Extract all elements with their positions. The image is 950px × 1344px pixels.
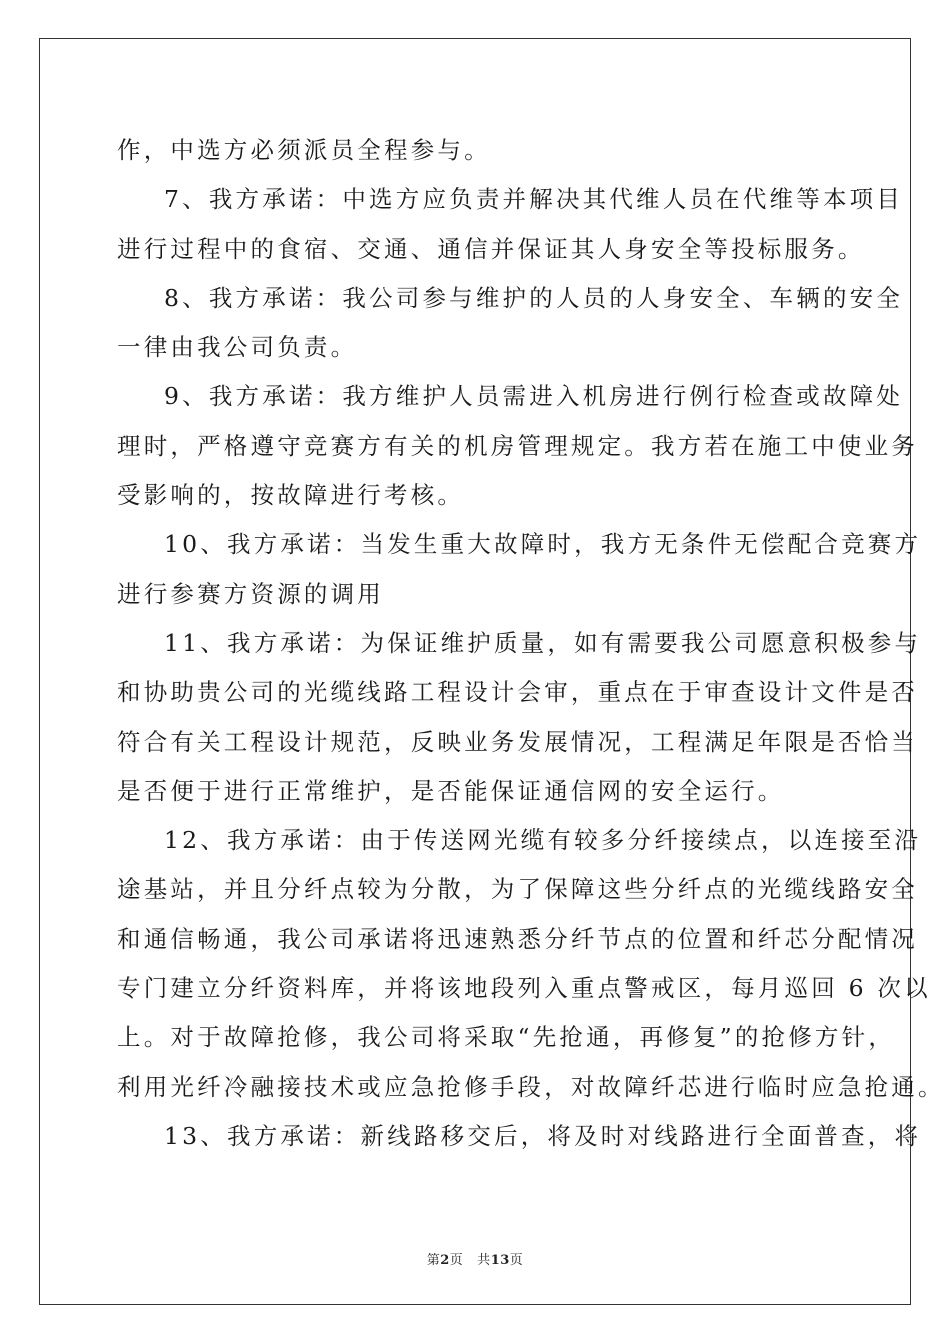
text-line: 途基站，并且分纤点较为分散，为了保障这些分纤点的光缆线路安全 [117,875,918,904]
text-line: 和协助贵公司的光缆线路工程设计会审，重点在于审查设计文件是否 [117,678,918,707]
text-line: 13、我方承诺：新线路移交后，将及时对线路进行全面普查，将 [164,1121,922,1150]
text-line: 利用光纤冷融接技术或应急抢修手段，对故障纤芯进行临时应急抢通。 [117,1072,945,1101]
text-line: 符合有关工程设计规范，反映业务发展情况，工程满足年限是否恰当 [117,727,918,756]
text-line: 一律由我公司负责。 [117,333,358,362]
text-line: 9、我方承诺：我方维护人员需进入机房进行例行检查或故障处 [164,382,904,411]
footer-prefix: 第 [426,1253,441,1268]
text-line: 作，中选方必须派员全程参与。 [117,136,491,164]
text-line: 是否便于进行正常维护，是否能保证通信网的安全运行。 [117,776,785,805]
text-line: 进行过程中的食宿、交通、通信并保证其人身安全等投标服务。 [117,234,865,263]
document-body [117,126,945,1161]
page-footer [0,1249,950,1268]
footer-total-suffix: 页 [509,1253,524,1268]
text-line: 12、我方承诺：由于传送网光缆有较多分纤接续点，以连接至沿 [164,826,922,855]
text-line: 专门建立分纤资料库，并将该地段列入重点警戒区，每月巡回 6 次以 [117,974,931,1003]
text-line: 上。对于故障抢修，我公司将采取“先抢通，再修复”的抢修方针， [117,1023,896,1052]
text-line: 理时，严格遵守竞赛方有关的机房管理规定。我方若在施工中使业务 [117,431,918,460]
text-line: 11、我方承诺：为保证维护质量，如有需要我公司愿意积极参与 [164,628,922,657]
text-line: 7、我方承诺：中选方应负责并解决其代维人员在代维等本项目 [164,185,904,214]
text-line: 受影响的，按故障进行考核。 [117,481,465,510]
text-line: 10、我方承诺：当发生重大故障时，我方无条件无偿配合竞赛方 [164,530,922,559]
text-line: 进行参赛方资源的调用 [117,579,384,608]
footer-total-pages: 13 [490,1253,510,1268]
footer-page-suffix: 页 [449,1253,464,1268]
footer-page-number: 2 [440,1253,450,1268]
text-line: 和通信畅通，我公司承诺将迅速熟悉分纤节点的位置和纤芯分配情况 [117,924,918,953]
footer-total-prefix: 共 [477,1253,491,1268]
text-line: 8、我方承诺：我公司参与维护的人员的人身安全、车辆的安全 [164,283,904,312]
